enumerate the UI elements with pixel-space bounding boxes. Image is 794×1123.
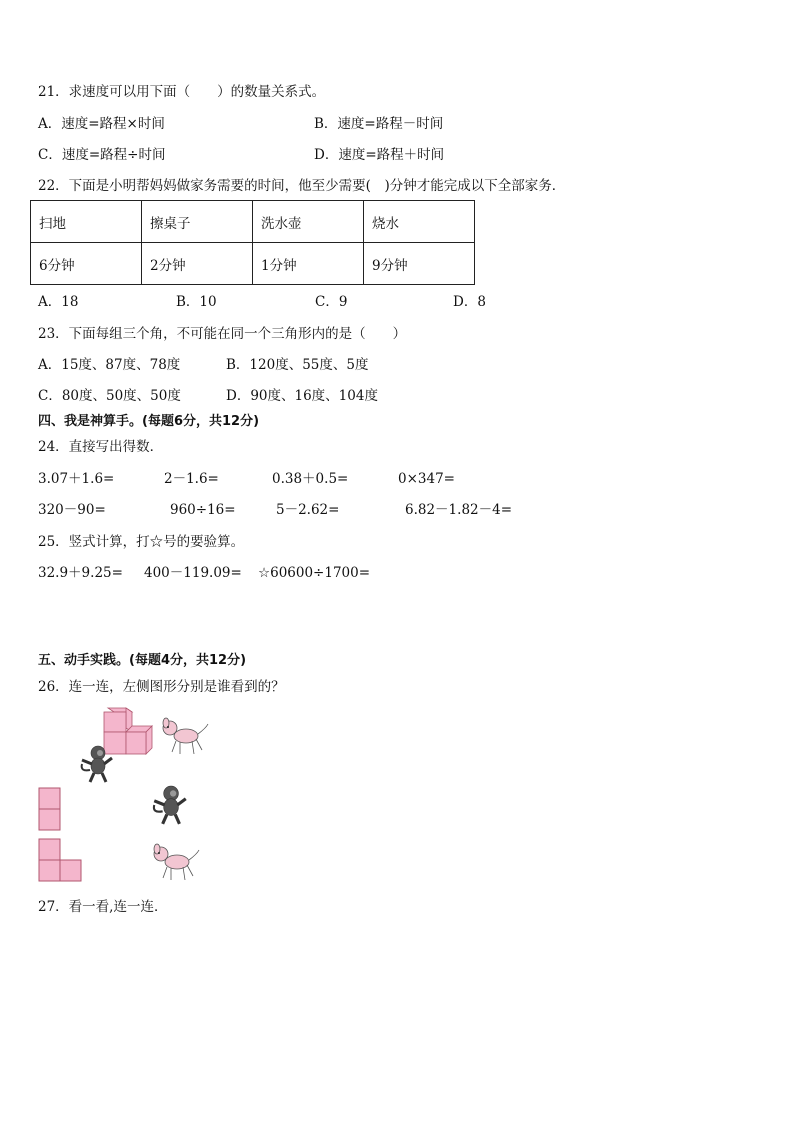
q24-item: 0.38＋0.5= [272,471,349,487]
table-cell: 洗水壶 [253,201,364,243]
q24-item: 960÷16= [170,502,236,518]
q24-item: 0×347= [398,471,455,487]
q25-item: 400－119.09= [144,565,242,581]
section-five-title: 五、动手实践。(每题4分，共12分) [38,653,247,668]
q26-question: 26．连一连，左侧图形分别是谁看到的？ [38,679,285,695]
monkey-icon [78,744,116,784]
l-shape [38,838,84,884]
table-cell: 1分钟 [253,243,364,285]
table-cell: 扫地 [31,201,142,243]
table-cell: 擦桌子 [142,201,253,243]
table-cell: 2分钟 [142,243,253,285]
table-cell: 6分钟 [31,243,142,285]
q24-item: 6.82－1.82－4= [405,502,513,518]
table-row [31,243,475,285]
q25-question: 25．竖式计算，打☆号的要验算。 [38,534,245,550]
q24-item: 3.07＋1.6= [38,471,115,487]
q22-option-a: A．18 [38,294,79,310]
q23-option-c: C．80度、50度、50度 [38,388,181,404]
q22-question: 22．下面是小明帮妈妈做家务需要的时间，他至少需要( )分钟才能完成以下全部家务． [38,178,566,194]
q23-option-d: D．90度、16度、104度 [226,388,378,404]
table-cell: 烧水 [364,201,475,243]
dog-icon [150,842,202,884]
q25-item: ☆60600÷1700= [258,565,371,581]
q25-item: 32.9＋9.25= [38,565,123,581]
q21-option-d: D．速度=路程＋时间 [314,147,445,163]
table-cell: 9分钟 [364,243,475,285]
q21-option-a: A．速度=路程×时间 [38,116,165,132]
q23-option-b: B．120度、55度、5度 [226,357,369,373]
section-four-title: 四、我是神算手。(每题6分，共12分) [38,414,260,429]
chores-table [30,200,475,285]
q24-item: 2－1.6= [164,471,219,487]
two-square-column-shape [38,787,62,833]
q22-option-b: B．10 [176,294,217,310]
dog-icon [160,716,210,758]
q27-question: 27．看一看,连一连． [38,899,168,915]
q23-question: 23．下面每组三个角，不可能在同一个三角形内的是（ ） [38,326,407,342]
q24-item: 320－90= [38,502,106,518]
q22-option-c: C．9 [315,294,348,310]
q24-question: 24．直接写出得数． [38,439,164,455]
table-row [31,201,475,243]
q22-option-d: D．8 [453,294,486,310]
q21-option-b: B．速度=路程－时间 [314,116,444,132]
q21-question: 21．求速度可以用下面（ ）的数量关系式。 [38,84,326,100]
monkey-icon [150,784,190,826]
q23-option-a: A．15度、87度、78度 [38,357,181,373]
q24-item: 5－2.62= [276,502,340,518]
q21-option-c: C．速度=路程÷时间 [38,147,166,163]
